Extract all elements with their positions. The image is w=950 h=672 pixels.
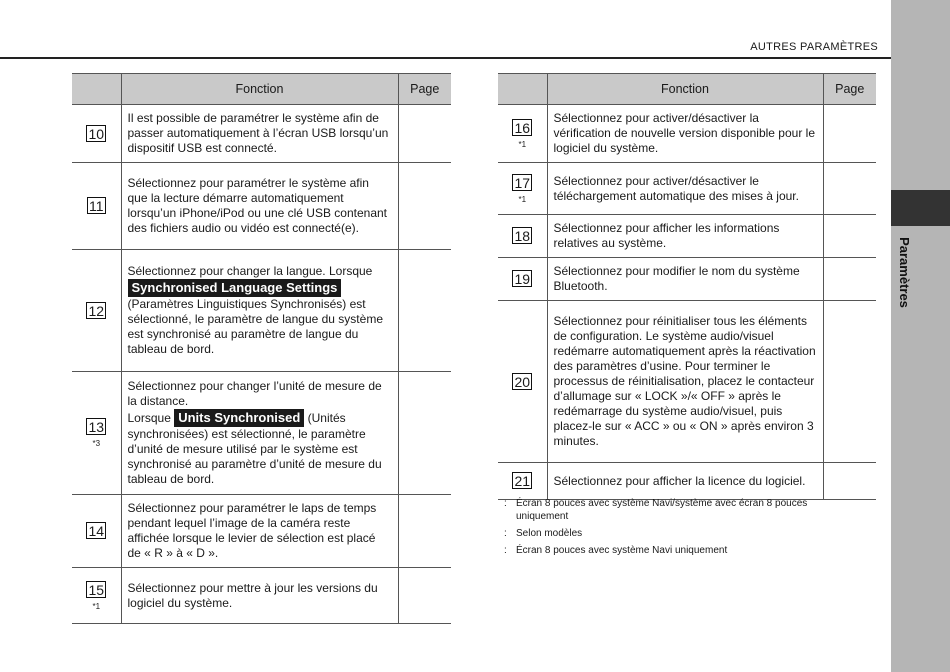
row-page xyxy=(398,372,451,495)
row-description: Sélectionnez pour mettre à jour les versions du logiciel du système. xyxy=(121,568,398,624)
table-row xyxy=(72,495,451,568)
row-text: (Unités synchronisées) est sélectionné, le paramètre d’unité de mesure utilisé par le système est synchronisé au paramètre d’unité de mesure du tableau de bord. xyxy=(127,411,382,486)
item-number: 13 xyxy=(88,419,105,435)
units-synchronised-button[interactable]: Units Synchronised xyxy=(174,409,304,427)
table-row xyxy=(72,163,451,250)
footnote-marker: *1 xyxy=(92,601,101,611)
function-table-right xyxy=(498,73,876,500)
item-number: 17 xyxy=(514,174,531,191)
side-tab-label: Paramètres xyxy=(896,236,912,308)
col-page: Page xyxy=(823,74,876,105)
row-page xyxy=(823,163,876,215)
row-description: Sélectionnez pour modifier le nom du système Bluetooth. xyxy=(547,258,823,301)
footnote-colon: : xyxy=(504,545,507,556)
table-header-row xyxy=(498,74,876,105)
item-number: 10 xyxy=(88,125,105,142)
row-page xyxy=(823,105,876,163)
row-text: Lorsque xyxy=(127,411,171,425)
item-number: 15 xyxy=(88,581,105,598)
side-tab-bar xyxy=(891,0,950,672)
active-side-tab xyxy=(891,190,950,226)
row-description xyxy=(121,372,398,495)
row-description: Il est possible de paramétrer le système afin de passer automatiquement à l’écran USB lorsqu’un dispositif USB est connecté. xyxy=(121,105,398,163)
row-text: Sélectionnez pour changer la langue. Lorsque xyxy=(127,264,373,278)
item-number: 11 xyxy=(88,198,104,214)
row-page xyxy=(398,495,451,568)
row-description: Sélectionnez pour activer/désactiver le téléchargement automatique des mises à jour. xyxy=(547,163,823,215)
row-description: Sélectionnez pour paramétrer le système afin que la lecture démarre automatiquement lorsqu’un iPhone/iPod ou une clé USB contenant des fichiers audio ou vidéo est connecté(e). xyxy=(121,163,398,250)
footnote-colon: : xyxy=(504,498,507,509)
row-description: Sélectionnez pour paramétrer le laps de temps pendant lequel l’image de la caméra reste affichée lorsque le levier de sélection est placé de « R » à « D ». xyxy=(121,495,398,568)
table-row xyxy=(498,301,876,463)
row-page xyxy=(398,250,451,372)
item-number: 14 xyxy=(88,523,105,539)
row-description: Sélectionnez pour réinitialiser tous les éléments de configuration. Le système audio/visuel redémarre automatiquement après la réactivation des paramètres d’usine. Pour terminer le processus de réinitialisation, placez le contacteur d’allumage sur « LOCK »/« OFF » après le redémarrage du système audio/visuel, puis placez-le sur « ACC » ou « ON » après environ 3 minutes. xyxy=(547,301,823,463)
footnotes xyxy=(504,497,854,561)
row-page xyxy=(398,105,451,163)
item-number: 21 xyxy=(514,473,531,489)
row-description: Sélectionnez pour afficher les informations relatives au système. xyxy=(547,215,823,258)
row-page xyxy=(823,301,876,463)
footnote-colon: : xyxy=(504,528,507,539)
table-row xyxy=(498,105,876,163)
table-row xyxy=(72,568,451,624)
col-number xyxy=(72,74,121,105)
item-number: 18 xyxy=(514,228,531,244)
row-text: Sélectionnez pour changer l’unité de mesure de la distance. xyxy=(127,379,382,408)
row-page xyxy=(398,163,451,250)
item-number: 19 xyxy=(514,271,531,287)
row-page xyxy=(398,568,451,624)
header-divider xyxy=(0,57,891,59)
footnote-text: Selon modèles xyxy=(516,528,583,539)
table-header-row xyxy=(72,74,451,105)
footnote-text: Écran 8 pouces avec système Navi/système avec écran 8 pouces uniquement xyxy=(516,498,808,522)
table-row xyxy=(498,258,876,301)
row-text: (Paramètres Linguistiques Synchronisés) est sélectionné, le paramètre de langue du système est synchronisé au paramètre de langue du tableau de bord. xyxy=(127,297,383,356)
footnote-text: Écran 8 pouces avec système Navi uniquement xyxy=(516,545,728,556)
item-number: 12 xyxy=(88,302,105,319)
section-title: AUTRES PARAMÈTRES xyxy=(750,41,878,53)
row-description: Sélectionnez pour activer/désactiver la vérification de nouvelle version disponible pour le logiciel du système. xyxy=(547,105,823,163)
row-description xyxy=(121,250,398,372)
function-table-left xyxy=(72,73,451,624)
footnote-item xyxy=(504,497,854,523)
table-row xyxy=(498,215,876,258)
table-row xyxy=(72,105,451,163)
footnote-marker: *3 xyxy=(92,439,101,448)
table-row xyxy=(498,463,876,500)
table-row xyxy=(72,250,451,372)
synchronised-language-settings-button[interactable]: Synchronised Language Settings xyxy=(128,279,342,297)
col-page: Page xyxy=(398,74,451,105)
row-page xyxy=(823,463,876,500)
item-number: 16 xyxy=(514,119,531,136)
footnote-item xyxy=(504,544,854,557)
footnote-marker: *1 xyxy=(518,194,527,204)
table-row xyxy=(498,163,876,215)
footnote-item xyxy=(504,527,854,540)
footnote-marker: *1 xyxy=(518,139,527,149)
row-page xyxy=(823,258,876,301)
col-number xyxy=(498,74,547,105)
col-function: Fonction xyxy=(121,74,398,105)
col-function: Fonction xyxy=(547,74,823,105)
item-number: 20 xyxy=(514,373,531,390)
row-page xyxy=(823,215,876,258)
table-row xyxy=(72,372,451,495)
row-description: Sélectionnez pour afficher la licence du logiciel. xyxy=(547,463,823,500)
